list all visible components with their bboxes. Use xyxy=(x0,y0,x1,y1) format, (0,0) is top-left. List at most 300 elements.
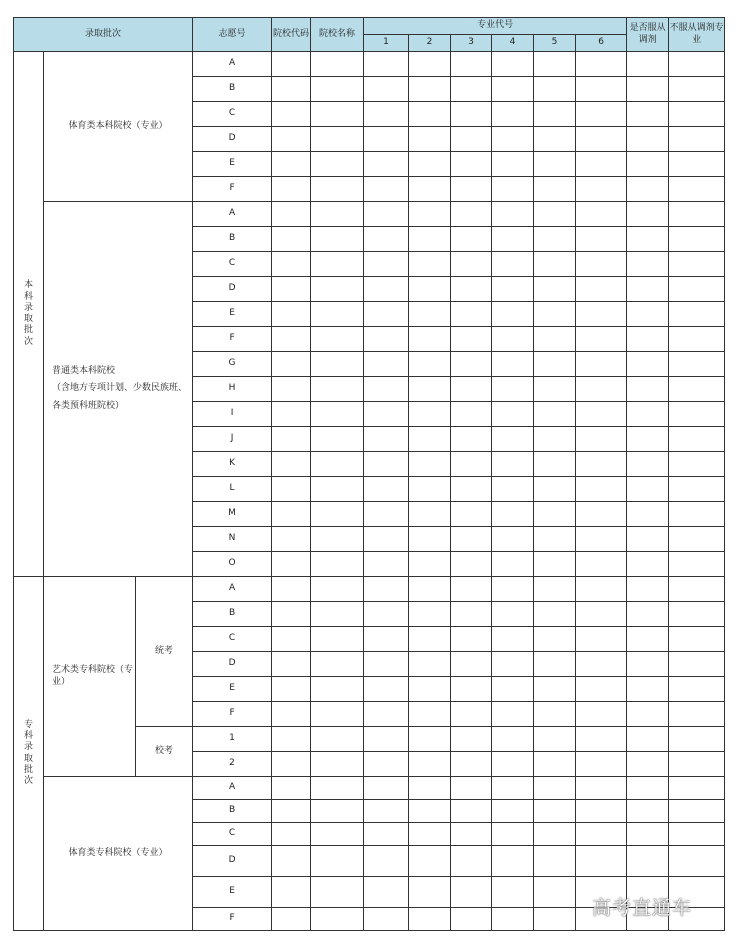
major-code-cell[interactable] xyxy=(451,102,492,127)
not-obey-major-cell[interactable] xyxy=(669,202,725,227)
major-code-cell[interactable] xyxy=(576,327,627,352)
major-code-cell[interactable] xyxy=(364,377,409,402)
major-code-cell[interactable] xyxy=(451,352,492,377)
major-code-cell[interactable] xyxy=(409,52,451,77)
school-code-cell[interactable] xyxy=(272,327,311,352)
major-code-cell[interactable] xyxy=(492,877,534,908)
not-obey-major-cell[interactable] xyxy=(669,727,725,752)
major-code-cell[interactable] xyxy=(576,527,627,552)
major-code-cell[interactable] xyxy=(534,652,576,677)
obey-adjust-cell[interactable] xyxy=(627,52,669,77)
major-code-cell[interactable] xyxy=(492,846,534,877)
major-code-cell[interactable] xyxy=(492,77,534,102)
school-name-cell[interactable] xyxy=(311,202,364,227)
obey-adjust-cell[interactable] xyxy=(627,452,669,477)
major-code-cell[interactable] xyxy=(534,127,576,152)
major-code-cell[interactable] xyxy=(451,177,492,202)
major-code-cell[interactable] xyxy=(451,527,492,552)
obey-adjust-cell[interactable] xyxy=(627,277,669,302)
major-code-cell[interactable] xyxy=(534,352,576,377)
major-code-cell[interactable] xyxy=(576,752,627,777)
obey-adjust-cell[interactable] xyxy=(627,752,669,777)
obey-adjust-cell[interactable] xyxy=(627,402,669,427)
school-code-cell[interactable] xyxy=(272,127,311,152)
not-obey-major-cell[interactable] xyxy=(669,627,725,652)
major-code-cell[interactable] xyxy=(534,327,576,352)
school-code-cell[interactable] xyxy=(272,752,311,777)
major-code-cell[interactable] xyxy=(492,177,534,202)
major-code-cell[interactable] xyxy=(451,402,492,427)
major-code-cell[interactable] xyxy=(364,427,409,452)
major-code-cell[interactable] xyxy=(364,823,409,846)
major-code-cell[interactable] xyxy=(409,477,451,502)
obey-adjust-cell[interactable] xyxy=(627,152,669,177)
major-code-cell[interactable] xyxy=(409,327,451,352)
major-code-cell[interactable] xyxy=(451,677,492,702)
school-code-cell[interactable] xyxy=(272,352,311,377)
major-code-cell[interactable] xyxy=(364,800,409,823)
major-code-cell[interactable] xyxy=(534,846,576,877)
major-code-cell[interactable] xyxy=(492,352,534,377)
school-name-cell[interactable] xyxy=(311,302,364,327)
major-code-cell[interactable] xyxy=(534,777,576,800)
major-code-cell[interactable] xyxy=(576,352,627,377)
not-obey-major-cell[interactable] xyxy=(669,427,725,452)
major-code-cell[interactable] xyxy=(492,652,534,677)
major-code-cell[interactable] xyxy=(534,627,576,652)
major-code-cell[interactable] xyxy=(409,377,451,402)
major-code-cell[interactable] xyxy=(364,302,409,327)
major-code-cell[interactable] xyxy=(534,152,576,177)
major-code-cell[interactable] xyxy=(492,627,534,652)
major-code-cell[interactable] xyxy=(409,627,451,652)
major-code-cell[interactable] xyxy=(492,908,534,931)
major-code-cell[interactable] xyxy=(451,477,492,502)
major-code-cell[interactable] xyxy=(492,552,534,577)
major-code-cell[interactable] xyxy=(409,152,451,177)
major-code-cell[interactable] xyxy=(492,602,534,627)
obey-adjust-cell[interactable] xyxy=(627,227,669,252)
school-name-cell[interactable] xyxy=(311,177,364,202)
school-name-cell[interactable] xyxy=(311,77,364,102)
school-code-cell[interactable] xyxy=(272,627,311,652)
not-obey-major-cell[interactable] xyxy=(669,577,725,602)
major-code-cell[interactable] xyxy=(534,602,576,627)
major-code-cell[interactable] xyxy=(364,477,409,502)
major-code-cell[interactable] xyxy=(409,602,451,627)
major-code-cell[interactable] xyxy=(364,227,409,252)
obey-adjust-cell[interactable] xyxy=(627,552,669,577)
not-obey-major-cell[interactable] xyxy=(669,77,725,102)
obey-adjust-cell[interactable] xyxy=(627,127,669,152)
school-name-cell[interactable] xyxy=(311,602,364,627)
major-code-cell[interactable] xyxy=(576,377,627,402)
major-code-cell[interactable] xyxy=(451,777,492,800)
major-code-cell[interactable] xyxy=(409,652,451,677)
school-name-cell[interactable] xyxy=(311,577,364,602)
obey-adjust-cell[interactable] xyxy=(627,702,669,727)
school-name-cell[interactable] xyxy=(311,352,364,377)
major-code-cell[interactable] xyxy=(492,102,534,127)
major-code-cell[interactable] xyxy=(534,677,576,702)
major-code-cell[interactable] xyxy=(576,823,627,846)
major-code-cell[interactable] xyxy=(534,908,576,931)
major-code-cell[interactable] xyxy=(492,127,534,152)
major-code-cell[interactable] xyxy=(409,702,451,727)
major-code-cell[interactable] xyxy=(576,227,627,252)
not-obey-major-cell[interactable] xyxy=(669,227,725,252)
major-code-cell[interactable] xyxy=(534,800,576,823)
school-code-cell[interactable] xyxy=(272,102,311,127)
major-code-cell[interactable] xyxy=(409,752,451,777)
school-code-cell[interactable] xyxy=(272,823,311,846)
major-code-cell[interactable] xyxy=(409,402,451,427)
major-code-cell[interactable] xyxy=(364,702,409,727)
major-code-cell[interactable] xyxy=(364,677,409,702)
major-code-cell[interactable] xyxy=(492,477,534,502)
major-code-cell[interactable] xyxy=(534,577,576,602)
obey-adjust-cell[interactable] xyxy=(627,77,669,102)
major-code-cell[interactable] xyxy=(576,102,627,127)
major-code-cell[interactable] xyxy=(409,823,451,846)
major-code-cell[interactable] xyxy=(576,402,627,427)
major-code-cell[interactable] xyxy=(492,302,534,327)
school-code-cell[interactable] xyxy=(272,652,311,677)
major-code-cell[interactable] xyxy=(534,527,576,552)
major-code-cell[interactable] xyxy=(534,377,576,402)
major-code-cell[interactable] xyxy=(451,577,492,602)
major-code-cell[interactable] xyxy=(576,152,627,177)
major-code-cell[interactable] xyxy=(534,202,576,227)
major-code-cell[interactable] xyxy=(451,602,492,627)
major-code-cell[interactable] xyxy=(364,152,409,177)
school-code-cell[interactable] xyxy=(272,727,311,752)
not-obey-major-cell[interactable] xyxy=(669,800,725,823)
school-name-cell[interactable] xyxy=(311,552,364,577)
major-code-cell[interactable] xyxy=(364,908,409,931)
major-code-cell[interactable] xyxy=(492,777,534,800)
obey-adjust-cell[interactable] xyxy=(627,777,669,800)
school-name-cell[interactable] xyxy=(311,152,364,177)
major-code-cell[interactable] xyxy=(576,127,627,152)
major-code-cell[interactable] xyxy=(534,702,576,727)
not-obey-major-cell[interactable] xyxy=(669,652,725,677)
school-code-cell[interactable] xyxy=(272,52,311,77)
major-code-cell[interactable] xyxy=(492,327,534,352)
major-code-cell[interactable] xyxy=(451,202,492,227)
school-name-cell[interactable] xyxy=(311,527,364,552)
major-code-cell[interactable] xyxy=(451,327,492,352)
school-name-cell[interactable] xyxy=(311,102,364,127)
not-obey-major-cell[interactable] xyxy=(669,327,725,352)
school-code-cell[interactable] xyxy=(272,202,311,227)
major-code-cell[interactable] xyxy=(364,846,409,877)
school-code-cell[interactable] xyxy=(272,552,311,577)
major-code-cell[interactable] xyxy=(409,527,451,552)
major-code-cell[interactable] xyxy=(451,377,492,402)
not-obey-major-cell[interactable] xyxy=(669,527,725,552)
school-code-cell[interactable] xyxy=(272,302,311,327)
major-code-cell[interactable] xyxy=(451,52,492,77)
not-obey-major-cell[interactable] xyxy=(669,277,725,302)
school-code-cell[interactable] xyxy=(272,477,311,502)
major-code-cell[interactable] xyxy=(364,102,409,127)
major-code-cell[interactable] xyxy=(409,677,451,702)
not-obey-major-cell[interactable] xyxy=(669,477,725,502)
school-name-cell[interactable] xyxy=(311,127,364,152)
major-code-cell[interactable] xyxy=(451,552,492,577)
major-code-cell[interactable] xyxy=(492,377,534,402)
school-code-cell[interactable] xyxy=(272,252,311,277)
major-code-cell[interactable] xyxy=(364,727,409,752)
major-code-cell[interactable] xyxy=(534,823,576,846)
school-code-cell[interactable] xyxy=(272,702,311,727)
major-code-cell[interactable] xyxy=(576,577,627,602)
major-code-cell[interactable] xyxy=(492,402,534,427)
school-code-cell[interactable] xyxy=(272,427,311,452)
school-code-cell[interactable] xyxy=(272,602,311,627)
obey-adjust-cell[interactable] xyxy=(627,527,669,552)
major-code-cell[interactable] xyxy=(364,177,409,202)
obey-adjust-cell[interactable] xyxy=(627,627,669,652)
school-name-cell[interactable] xyxy=(311,477,364,502)
school-name-cell[interactable] xyxy=(311,677,364,702)
major-code-cell[interactable] xyxy=(576,677,627,702)
major-code-cell[interactable] xyxy=(451,652,492,677)
major-code-cell[interactable] xyxy=(492,227,534,252)
school-name-cell[interactable] xyxy=(311,402,364,427)
major-code-cell[interactable] xyxy=(534,177,576,202)
not-obey-major-cell[interactable] xyxy=(669,352,725,377)
major-code-cell[interactable] xyxy=(576,302,627,327)
major-code-cell[interactable] xyxy=(364,277,409,302)
major-code-cell[interactable] xyxy=(409,277,451,302)
school-name-cell[interactable] xyxy=(311,327,364,352)
major-code-cell[interactable] xyxy=(576,800,627,823)
obey-adjust-cell[interactable] xyxy=(627,302,669,327)
major-code-cell[interactable] xyxy=(451,727,492,752)
major-code-cell[interactable] xyxy=(576,846,627,877)
major-code-cell[interactable] xyxy=(409,777,451,800)
major-code-cell[interactable] xyxy=(534,277,576,302)
obey-adjust-cell[interactable] xyxy=(627,652,669,677)
major-code-cell[interactable] xyxy=(364,352,409,377)
major-code-cell[interactable] xyxy=(576,177,627,202)
not-obey-major-cell[interactable] xyxy=(669,452,725,477)
school-name-cell[interactable] xyxy=(311,823,364,846)
major-code-cell[interactable] xyxy=(534,402,576,427)
major-code-cell[interactable] xyxy=(492,452,534,477)
major-code-cell[interactable] xyxy=(451,877,492,908)
major-code-cell[interactable] xyxy=(451,127,492,152)
major-code-cell[interactable] xyxy=(492,52,534,77)
major-code-cell[interactable] xyxy=(364,77,409,102)
school-name-cell[interactable] xyxy=(311,777,364,800)
not-obey-major-cell[interactable] xyxy=(669,302,725,327)
major-code-cell[interactable] xyxy=(534,227,576,252)
obey-adjust-cell[interactable] xyxy=(627,327,669,352)
major-code-cell[interactable] xyxy=(576,702,627,727)
not-obey-major-cell[interactable] xyxy=(669,127,725,152)
not-obey-major-cell[interactable] xyxy=(669,752,725,777)
major-code-cell[interactable] xyxy=(576,627,627,652)
not-obey-major-cell[interactable] xyxy=(669,52,725,77)
school-name-cell[interactable] xyxy=(311,427,364,452)
major-code-cell[interactable] xyxy=(364,52,409,77)
not-obey-major-cell[interactable] xyxy=(669,846,725,877)
school-name-cell[interactable] xyxy=(311,452,364,477)
not-obey-major-cell[interactable] xyxy=(669,152,725,177)
major-code-cell[interactable] xyxy=(409,77,451,102)
obey-adjust-cell[interactable] xyxy=(627,502,669,527)
school-name-cell[interactable] xyxy=(311,702,364,727)
major-code-cell[interactable] xyxy=(409,177,451,202)
school-name-cell[interactable] xyxy=(311,652,364,677)
major-code-cell[interactable] xyxy=(576,602,627,627)
school-name-cell[interactable] xyxy=(311,752,364,777)
major-code-cell[interactable] xyxy=(576,727,627,752)
major-code-cell[interactable] xyxy=(409,127,451,152)
major-code-cell[interactable] xyxy=(451,846,492,877)
obey-adjust-cell[interactable] xyxy=(627,823,669,846)
major-code-cell[interactable] xyxy=(576,477,627,502)
major-code-cell[interactable] xyxy=(492,752,534,777)
major-code-cell[interactable] xyxy=(364,402,409,427)
major-code-cell[interactable] xyxy=(576,52,627,77)
major-code-cell[interactable] xyxy=(409,452,451,477)
school-code-cell[interactable] xyxy=(272,402,311,427)
major-code-cell[interactable] xyxy=(409,877,451,908)
obey-adjust-cell[interactable] xyxy=(627,377,669,402)
major-code-cell[interactable] xyxy=(364,602,409,627)
major-code-cell[interactable] xyxy=(409,252,451,277)
school-name-cell[interactable] xyxy=(311,627,364,652)
not-obey-major-cell[interactable] xyxy=(669,377,725,402)
school-code-cell[interactable] xyxy=(272,77,311,102)
major-code-cell[interactable] xyxy=(534,427,576,452)
major-code-cell[interactable] xyxy=(364,327,409,352)
major-code-cell[interactable] xyxy=(364,452,409,477)
major-code-cell[interactable] xyxy=(364,777,409,800)
school-code-cell[interactable] xyxy=(272,502,311,527)
major-code-cell[interactable] xyxy=(576,777,627,800)
major-code-cell[interactable] xyxy=(534,252,576,277)
major-code-cell[interactable] xyxy=(534,727,576,752)
major-code-cell[interactable] xyxy=(409,227,451,252)
school-name-cell[interactable] xyxy=(311,908,364,931)
school-code-cell[interactable] xyxy=(272,846,311,877)
major-code-cell[interactable] xyxy=(492,527,534,552)
major-code-cell[interactable] xyxy=(451,277,492,302)
school-name-cell[interactable] xyxy=(311,252,364,277)
obey-adjust-cell[interactable] xyxy=(627,202,669,227)
major-code-cell[interactable] xyxy=(409,552,451,577)
not-obey-major-cell[interactable] xyxy=(669,102,725,127)
major-code-cell[interactable] xyxy=(364,252,409,277)
obey-adjust-cell[interactable] xyxy=(627,846,669,877)
school-code-cell[interactable] xyxy=(272,177,311,202)
major-code-cell[interactable] xyxy=(409,577,451,602)
school-code-cell[interactable] xyxy=(272,908,311,931)
major-code-cell[interactable] xyxy=(492,677,534,702)
school-name-cell[interactable] xyxy=(311,846,364,877)
school-name-cell[interactable] xyxy=(311,377,364,402)
major-code-cell[interactable] xyxy=(576,652,627,677)
not-obey-major-cell[interactable] xyxy=(669,777,725,800)
major-code-cell[interactable] xyxy=(534,877,576,908)
school-name-cell[interactable] xyxy=(311,277,364,302)
school-code-cell[interactable] xyxy=(272,152,311,177)
major-code-cell[interactable] xyxy=(576,502,627,527)
major-code-cell[interactable] xyxy=(492,727,534,752)
obey-adjust-cell[interactable] xyxy=(627,727,669,752)
major-code-cell[interactable] xyxy=(364,502,409,527)
obey-adjust-cell[interactable] xyxy=(627,800,669,823)
major-code-cell[interactable] xyxy=(409,102,451,127)
major-code-cell[interactable] xyxy=(364,552,409,577)
major-code-cell[interactable] xyxy=(409,908,451,931)
major-code-cell[interactable] xyxy=(409,427,451,452)
school-name-cell[interactable] xyxy=(311,800,364,823)
school-code-cell[interactable] xyxy=(272,377,311,402)
major-code-cell[interactable] xyxy=(492,252,534,277)
major-code-cell[interactable] xyxy=(409,202,451,227)
major-code-cell[interactable] xyxy=(576,452,627,477)
major-code-cell[interactable] xyxy=(534,552,576,577)
school-code-cell[interactable] xyxy=(272,877,311,908)
school-code-cell[interactable] xyxy=(272,277,311,302)
school-code-cell[interactable] xyxy=(272,577,311,602)
major-code-cell[interactable] xyxy=(364,527,409,552)
major-code-cell[interactable] xyxy=(576,252,627,277)
major-code-cell[interactable] xyxy=(492,823,534,846)
major-code-cell[interactable] xyxy=(409,502,451,527)
major-code-cell[interactable] xyxy=(409,800,451,823)
major-code-cell[interactable] xyxy=(534,452,576,477)
major-code-cell[interactable] xyxy=(534,752,576,777)
major-code-cell[interactable] xyxy=(534,77,576,102)
major-code-cell[interactable] xyxy=(409,352,451,377)
not-obey-major-cell[interactable] xyxy=(669,602,725,627)
major-code-cell[interactable] xyxy=(534,477,576,502)
major-code-cell[interactable] xyxy=(534,302,576,327)
major-code-cell[interactable] xyxy=(492,202,534,227)
major-code-cell[interactable] xyxy=(451,800,492,823)
major-code-cell[interactable] xyxy=(364,127,409,152)
school-code-cell[interactable] xyxy=(272,777,311,800)
obey-adjust-cell[interactable] xyxy=(627,677,669,702)
major-code-cell[interactable] xyxy=(576,552,627,577)
major-code-cell[interactable] xyxy=(364,627,409,652)
school-code-cell[interactable] xyxy=(272,800,311,823)
major-code-cell[interactable] xyxy=(576,277,627,302)
major-code-cell[interactable] xyxy=(451,702,492,727)
major-code-cell[interactable] xyxy=(451,752,492,777)
major-code-cell[interactable] xyxy=(451,627,492,652)
major-code-cell[interactable] xyxy=(451,77,492,102)
major-code-cell[interactable] xyxy=(409,727,451,752)
major-code-cell[interactable] xyxy=(451,908,492,931)
major-code-cell[interactable] xyxy=(364,752,409,777)
major-code-cell[interactable] xyxy=(451,302,492,327)
obey-adjust-cell[interactable] xyxy=(627,177,669,202)
major-code-cell[interactable] xyxy=(364,577,409,602)
school-code-cell[interactable] xyxy=(272,452,311,477)
major-code-cell[interactable] xyxy=(534,102,576,127)
major-code-cell[interactable] xyxy=(534,52,576,77)
obey-adjust-cell[interactable] xyxy=(627,427,669,452)
school-name-cell[interactable] xyxy=(311,227,364,252)
